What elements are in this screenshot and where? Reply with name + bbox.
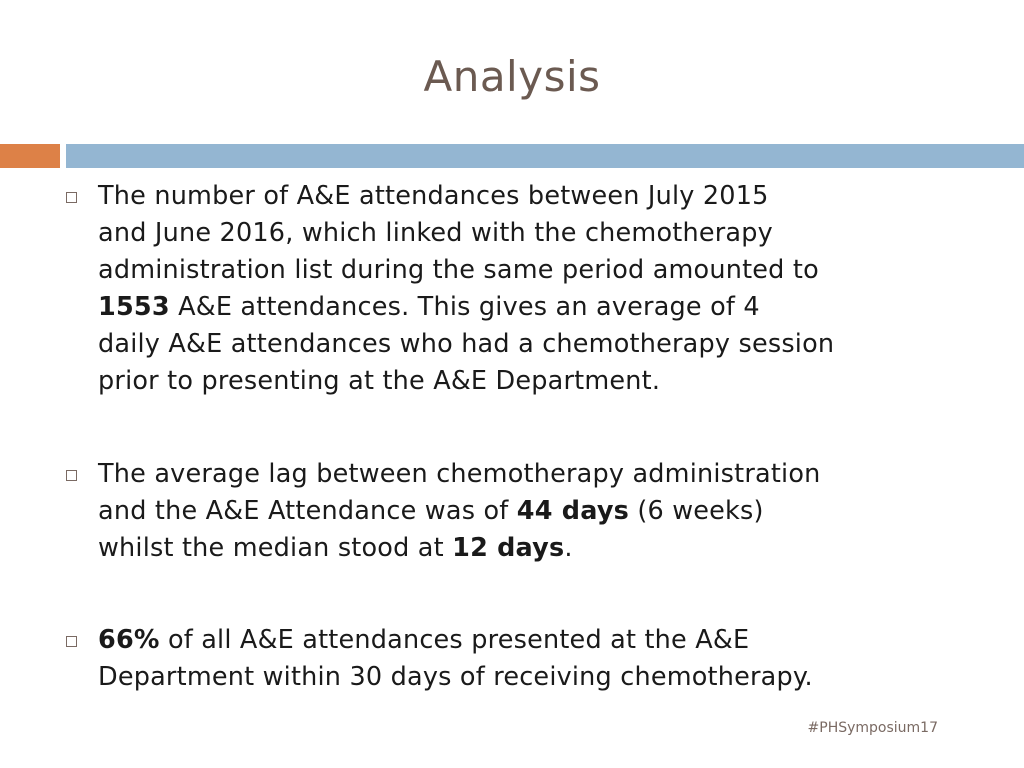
square-bullet-icon [66,192,77,203]
text-line: The number of A&E attendances between July 2015 [98,181,769,211]
header-band [66,144,1024,168]
text-line [98,289,998,326]
bold-value: 44 days [516,496,630,526]
text-run: A&E attendances. This gives an average of 4 [169,292,760,322]
accent-band [0,144,60,168]
text-run: . [564,533,573,563]
text-line [98,530,998,567]
bullet-text [98,178,998,400]
square-bullet-icon [66,636,77,647]
text-line: Department within 30 days of receiving chemotherapy. [98,662,813,692]
text-run: (6 weeks) [629,496,764,526]
text-line [98,493,998,530]
square-bullet-icon [66,470,77,481]
footer-hashtag: #PHSymposium17 [807,720,938,736]
text-line: The average lag between chemotherapy administration [98,459,821,489]
text-line: prior to presenting at the A&E Department. [98,366,661,396]
text-run: and the A&E Attendance was of [98,496,517,526]
bullet-text [98,622,998,696]
bold-value: 66% [98,625,160,655]
bullet-text [98,456,998,567]
text-line: administration list during the same period amounted to [98,255,819,285]
slide-title: Analysis [423,52,601,101]
text-line: and June 2016, which linked with the chemotherapy [98,218,773,248]
text-run: of all A&E attendances presented at the A&E [159,625,750,655]
text-run: whilst the median stood at [98,533,453,563]
bold-value: 12 days [452,533,565,563]
text-line: daily A&E attendances who had a chemotherapy session [98,329,835,359]
bold-value: 1553 [98,292,170,322]
text-line [98,622,998,659]
